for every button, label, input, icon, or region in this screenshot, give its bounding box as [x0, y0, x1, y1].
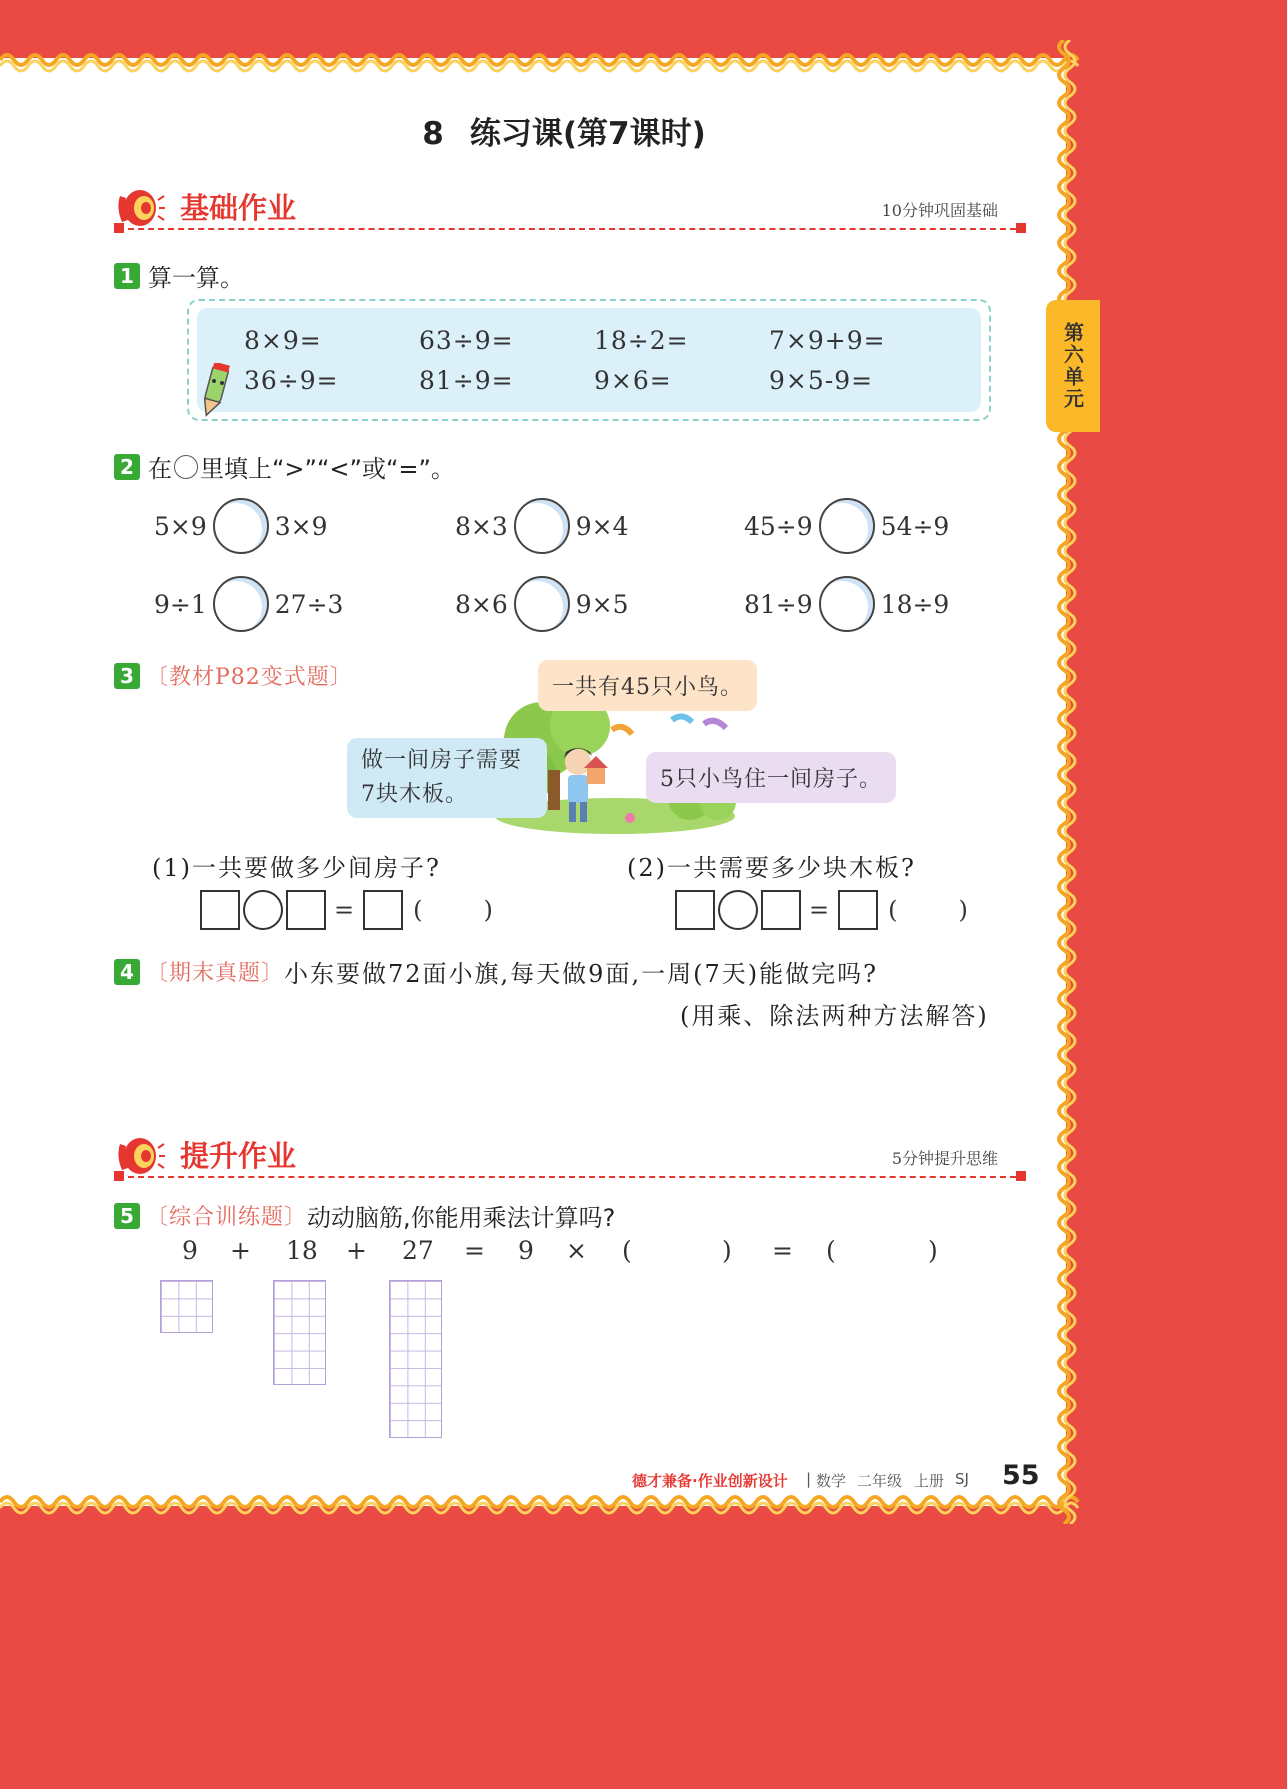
- equation-token: =: [772, 1236, 793, 1265]
- equation-token: 9: [182, 1236, 198, 1265]
- operator-circle[interactable]: [718, 890, 758, 930]
- divider-cap-right: [1016, 1171, 1026, 1181]
- calc-item: 9×6=: [594, 366, 672, 395]
- footer-divider: |: [806, 1470, 812, 1488]
- answer-box[interactable]: [200, 890, 240, 930]
- unit-paren-open: (: [413, 896, 424, 924]
- divider-cap-right: [1016, 223, 1026, 233]
- question-note: (用乘、除法两种方法解答): [680, 1002, 989, 1030]
- equation-token: +: [346, 1236, 367, 1265]
- equation-token: ): [722, 1236, 732, 1265]
- section-header-advanced: [114, 1132, 1026, 1180]
- compare-right: 18÷9: [880, 589, 950, 619]
- compare-right: 27÷3: [274, 589, 344, 619]
- compare-left: 9÷1: [154, 589, 207, 619]
- question-text-after: 里填上“>”“<”或“=”。: [200, 455, 455, 483]
- speech-bubble-birds: 一共有45只小鸟。: [538, 660, 757, 711]
- scratch-grid[interactable]: [389, 1280, 442, 1438]
- unit-paren-open: (: [888, 896, 899, 924]
- answer-box[interactable]: [838, 890, 878, 930]
- compare-item: [744, 576, 949, 632]
- calc-box: [187, 299, 991, 421]
- equation-token: 27: [402, 1236, 434, 1265]
- compare-item: [455, 498, 629, 554]
- scratch-grid[interactable]: [273, 1280, 326, 1385]
- footer-subject: 数学: [816, 1472, 847, 1490]
- calc-item: 9×5-9=: [769, 366, 874, 395]
- compare-left: 8×6: [455, 589, 508, 619]
- question-text: 小东要做72面小旗,每天做9面,一周(7天)能做完吗?: [284, 960, 878, 988]
- section-title: 提升作业: [180, 1139, 297, 1173]
- question-2: [114, 449, 455, 484]
- lesson-number: 8: [422, 116, 444, 152]
- answer-box[interactable]: [761, 890, 801, 930]
- compare-left: 8×3: [455, 511, 508, 541]
- equals-sign: =: [334, 896, 356, 924]
- wavy-border-right: [1052, 40, 1086, 1524]
- question-tag: 〔综合训练题〕: [146, 1205, 308, 1230]
- question-3: [114, 660, 353, 691]
- answer-box[interactable]: [363, 890, 403, 930]
- lesson-title-text: 练习课(第7课时): [469, 116, 706, 152]
- compare-item: [154, 576, 343, 632]
- section-header-basic: [114, 184, 1026, 232]
- question-5: [114, 1198, 615, 1233]
- question-number: 1: [114, 263, 140, 289]
- equation-token: (: [622, 1236, 632, 1265]
- equation-template-1: [200, 890, 494, 930]
- compare-right: 54÷9: [880, 511, 950, 541]
- inline-circle-icon: [174, 455, 198, 479]
- equation-token: +: [230, 1236, 251, 1265]
- question-tag: 〔期末真题〕: [146, 961, 285, 986]
- footer-volume: 上册: [914, 1472, 945, 1490]
- question-number: 5: [114, 1203, 140, 1229]
- pencil-mascot-icon: [197, 363, 237, 419]
- equals-sign: =: [809, 896, 831, 924]
- compare-left: 45÷9: [744, 511, 813, 541]
- wavy-border-top: [0, 40, 1080, 74]
- section-divider: [118, 228, 1026, 230]
- calc-box-fill: [197, 308, 981, 412]
- answer-circle[interactable]: [514, 498, 570, 554]
- footer-grade: 二年级: [857, 1472, 903, 1490]
- calc-item: 7×9+9=: [769, 326, 886, 355]
- footer-edition: SJ: [955, 1470, 969, 1488]
- compare-item: [744, 498, 949, 554]
- section-time-note: 10分钟巩固基础: [881, 201, 998, 220]
- question-4: [114, 954, 878, 989]
- bubble-line: 7块木板。: [361, 782, 468, 807]
- compare-left: 5×9: [154, 511, 207, 541]
- wavy-border-bottom: [0, 1490, 1080, 1524]
- question-text: 动动脑筋,你能用乘法计算吗?: [307, 1204, 616, 1232]
- answer-circle[interactable]: [213, 498, 269, 554]
- question-1: [114, 258, 244, 293]
- compare-right: 9×5: [575, 589, 629, 619]
- sub-question-2: (2)一共需要多少块木板?: [627, 854, 916, 882]
- question-tag: 〔教材P82变式题〕: [146, 665, 353, 690]
- question-number: 4: [114, 959, 140, 985]
- sub-question-1: (1)一共要做多少间房子?: [152, 854, 441, 882]
- scratch-grid[interactable]: [160, 1280, 213, 1333]
- answer-box[interactable]: [286, 890, 326, 930]
- divider-cap-left: [114, 223, 124, 233]
- operator-circle[interactable]: [243, 890, 283, 930]
- equation-token: ): [928, 1236, 938, 1265]
- question-number: 2: [114, 454, 140, 480]
- equation-token: (: [826, 1236, 836, 1265]
- equation-token: 9: [518, 1236, 534, 1265]
- section-divider: [118, 1176, 1026, 1178]
- unit-tab[interactable]: 第六单元: [1046, 300, 1100, 432]
- answer-circle[interactable]: [819, 498, 875, 554]
- equation-token: ×: [566, 1236, 587, 1265]
- calc-item: 18÷2=: [594, 326, 689, 355]
- equation-token: 18: [286, 1236, 318, 1265]
- divider-cap-left: [114, 1171, 124, 1181]
- calc-item: 81÷9=: [419, 366, 514, 395]
- unit-paren-close: ): [958, 896, 969, 924]
- unit-paren-close: ): [483, 896, 494, 924]
- calc-item: 63÷9=: [419, 326, 514, 355]
- answer-circle[interactable]: [514, 576, 570, 632]
- compare-item: [455, 576, 629, 632]
- page-number: 55: [1002, 1460, 1040, 1491]
- section-title: 基础作业: [180, 191, 297, 225]
- footer-brand: 德才兼备·作业创新设计: [632, 1472, 788, 1490]
- calc-item: 8×9=: [244, 326, 322, 355]
- section-time-note: 5分钟提升思维: [891, 1149, 998, 1168]
- question-text-before: 在: [148, 455, 172, 483]
- compare-right: 9×4: [575, 511, 629, 541]
- equation-token: =: [464, 1236, 485, 1265]
- compare-item: [154, 498, 328, 554]
- answer-box[interactable]: [675, 890, 715, 930]
- equation-template-2: [675, 890, 969, 930]
- question-number: 3: [114, 663, 140, 689]
- compare-left: 81÷9: [744, 589, 813, 619]
- speech-bubble-boards: [347, 738, 547, 818]
- speech-bubble-house: 5只小鸟住一间房子。: [646, 752, 896, 803]
- page-title: [0, 108, 1128, 153]
- answer-circle[interactable]: [819, 576, 875, 632]
- question-text: 算一算。: [148, 264, 244, 292]
- compare-right: 3×9: [274, 511, 328, 541]
- calc-item: 36÷9=: [244, 366, 339, 395]
- answer-circle[interactable]: [213, 576, 269, 632]
- bubble-line: 做一间房子需要: [361, 748, 523, 773]
